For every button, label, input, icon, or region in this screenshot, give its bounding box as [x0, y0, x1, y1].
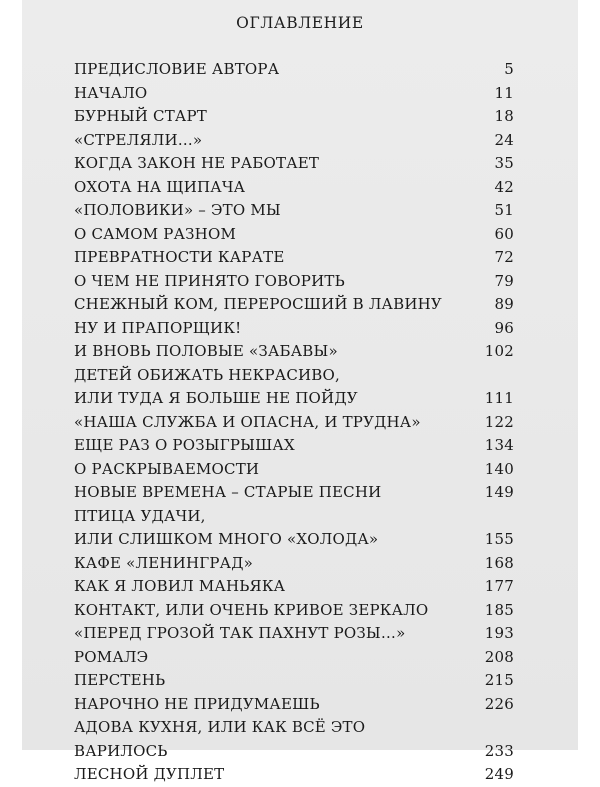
toc-entry-page-number: 11	[494, 83, 514, 102]
toc-entry-page-number: 185	[484, 600, 514, 619]
toc-entry-page-number: 208	[484, 647, 514, 666]
toc-entry-page-number: 79	[494, 271, 514, 290]
toc-entry	[74, 552, 514, 576]
toc-entry	[74, 340, 514, 364]
toc-entry	[74, 105, 514, 129]
toc-entry-title: НУ И ПРАПОРЩИК!	[74, 318, 242, 337]
toc-entry-title: КАК Я ЛОВИЛ МАНЬЯКА	[74, 577, 286, 595]
toc-entry-title: «СТРЕЛЯЛИ…»	[74, 130, 203, 149]
toc-entry	[74, 599, 514, 623]
toc-entry	[74, 270, 514, 294]
page-title: ОГЛАВЛЕНИЕ	[236, 14, 364, 32]
toc-entry	[74, 411, 514, 435]
toc-entry-page-number: 233	[484, 741, 514, 760]
toc-entry-page-number: 24	[494, 130, 514, 149]
toc-entry-title: ПРЕДИСЛОВИЕ АВТОРА	[74, 60, 280, 78]
table-of-contents	[74, 58, 514, 787]
toc-entry	[74, 716, 514, 763]
toc-entry-title: КОНТАКТ, ИЛИ ОЧЕНЬ КРИВОЕ ЗЕРКАЛО	[74, 600, 429, 619]
toc-entry-page-number: 51	[494, 201, 514, 219]
toc-entry	[74, 199, 514, 223]
toc-entry-page-number: 177	[484, 577, 514, 595]
toc-entry-title: АДОВА КУХНЯ, ИЛИ КАК ВСЁ ЭТО ВАРИЛОСЬ	[74, 718, 366, 760]
toc-entry	[74, 693, 514, 717]
toc-entry-title: ПРЕВРАТНОСТИ КАРАТЕ	[74, 248, 285, 266]
toc-entry-page-number: 96	[494, 318, 514, 337]
toc-entry-page-number: 134	[484, 436, 514, 454]
toc-entry-title: О РАСКРЫВАЕМОСТИ	[74, 459, 260, 478]
toc-entry-page-number: 149	[484, 483, 514, 501]
toc-entry-title: ИЛИ СЛИШКОМ МНОГО «ХОЛОДА»	[74, 530, 379, 548]
toc-entry	[74, 622, 514, 646]
toc-entry-page-number: 193	[484, 624, 514, 642]
toc-entry	[74, 58, 514, 82]
toc-entry-page-number: 249	[484, 765, 514, 783]
toc-entry-title: ДЕТЕЙ ОБИЖАТЬ НЕКРАСИВО,	[74, 365, 340, 384]
toc-entry-title: БУРНЫЙ СТАРТ	[74, 107, 207, 125]
toc-entry	[74, 317, 514, 341]
toc-entry	[74, 364, 514, 411]
toc-entry-title: НАЧАЛО	[74, 83, 148, 102]
toc-entry	[74, 129, 514, 153]
toc-entry-title: «ПЕРЕД ГРОЗОЙ ТАК ПАХНУТ РОЗЫ…»	[74, 624, 406, 642]
toc-entry-title: ЕЩЕ РАЗ О РОЗЫГРЫШАХ	[74, 436, 295, 454]
toc-entry	[74, 646, 514, 670]
toc-entry-title: НОВЫЕ ВРЕМЕНА – СТАРЫЕ ПЕСНИ	[74, 483, 382, 501]
toc-entry-title: «НАША СЛУЖБА И ОПАСНА, И ТРУДНА»	[74, 412, 421, 431]
toc-entry	[74, 458, 514, 482]
toc-entry-title: РОМАЛЭ	[74, 647, 149, 666]
toc-entry	[74, 152, 514, 176]
toc-entry-page-number: 18	[494, 107, 514, 125]
toc-entry-title: КОГДА ЗАКОН НЕ РАБОТАЕТ	[74, 154, 320, 172]
toc-entry-page-number: 5	[504, 60, 514, 78]
toc-entry-title: ОХОТА НА ЩИПАЧА	[74, 177, 246, 196]
toc-entry-title: СНЕЖНЫЙ КОМ, ПЕРЕРОСШИЙ В ЛАВИНУ	[74, 295, 442, 313]
toc-entry	[74, 82, 514, 106]
toc-entry-page-number: 72	[494, 248, 514, 266]
toc-entry	[74, 575, 514, 599]
toc-entry-title: ПТИЦА УДАЧИ,	[74, 506, 206, 525]
toc-entry-title: «ПОЛОВИКИ» – ЭТО МЫ	[74, 201, 281, 219]
toc-entry	[74, 293, 514, 317]
toc-entry-title: НАРОЧНО НЕ ПРИДУМАЕШЬ	[74, 694, 320, 713]
toc-entry-title: ПЕРСТЕНЬ	[74, 671, 166, 689]
toc-entry-page-number: 168	[484, 553, 514, 572]
book-page	[22, 0, 578, 783]
toc-entry-page-number: 42	[494, 177, 514, 196]
toc-entry-title: О САМОМ РАЗНОМ	[74, 224, 237, 243]
toc-entry-page-number: 155	[484, 530, 514, 548]
toc-entry-page-number: 60	[494, 224, 514, 243]
toc-entry	[74, 434, 514, 458]
toc-entry-title: О ЧЕМ НЕ ПРИНЯТО ГОВОРИТЬ	[74, 271, 345, 290]
toc-entry	[74, 223, 514, 247]
toc-entry-page-number: 111	[484, 389, 514, 407]
toc-entry	[74, 763, 514, 787]
toc-entry-page-number: 226	[484, 694, 514, 713]
toc-entry-page-number: 215	[484, 671, 514, 689]
toc-entry-page-number: 140	[484, 459, 514, 478]
toc-entry-title: ЛЕСНОЙ ДУПЛЕТ	[74, 765, 225, 783]
toc-entry-page-number: 89	[494, 295, 514, 313]
toc-entry-page-number: 35	[494, 154, 514, 172]
toc-entry	[74, 176, 514, 200]
toc-entry	[74, 246, 514, 270]
toc-entry	[74, 481, 514, 505]
toc-entry-title: КАФЕ «ЛЕНИНГРАД»	[74, 553, 253, 572]
toc-entry-page-number: 102	[484, 342, 514, 360]
toc-entry-page-number: 122	[484, 412, 514, 431]
toc-entry-title: И ВНОВЬ ПОЛОВЫЕ «ЗАБАВЫ»	[74, 342, 338, 360]
toc-entry	[74, 669, 514, 693]
toc-entry	[74, 505, 514, 552]
toc-entry-title: ИЛИ ТУДА Я БОЛЬШЕ НЕ ПОЙДУ	[74, 389, 358, 407]
